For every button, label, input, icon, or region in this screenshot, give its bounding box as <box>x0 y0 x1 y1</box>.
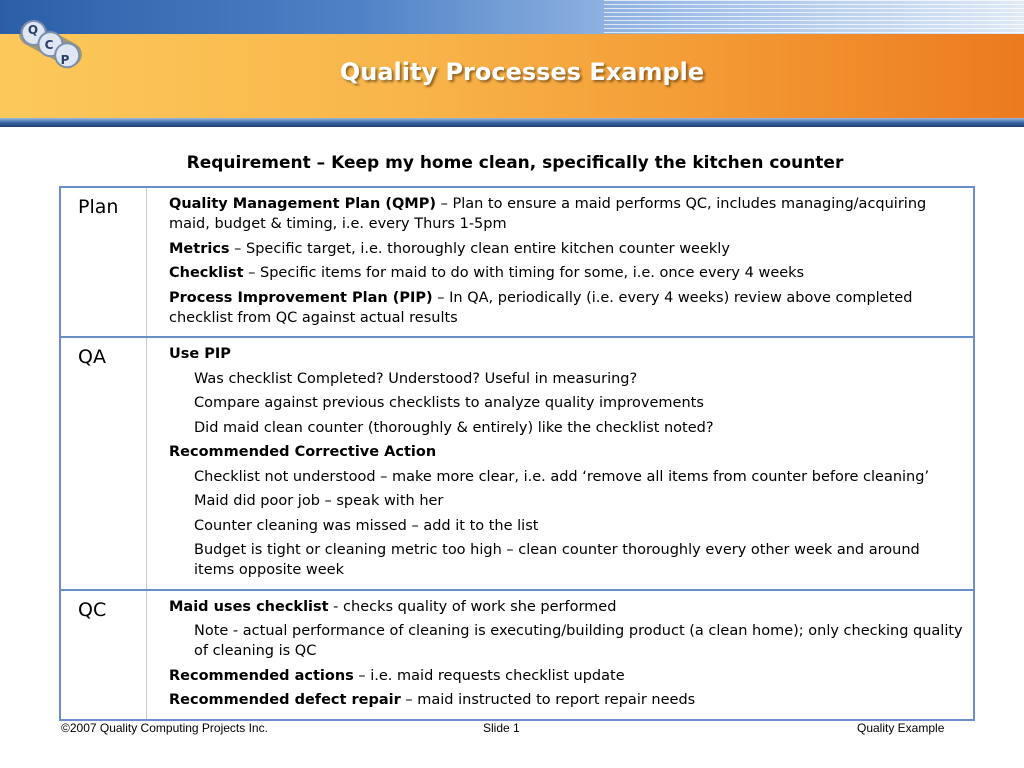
header-bottom-stripe <box>0 118 1024 127</box>
item-term: Recommended Corrective Action <box>169 444 437 460</box>
header-top-stripe <box>0 0 1024 34</box>
item-text: Compare against previous checklists to analyze quality improvements <box>194 395 704 411</box>
item-text: Did maid clean counter (thoroughly & entirely) like the checklist noted? <box>194 419 714 436</box>
sub-item <box>169 393 963 413</box>
item-text: Budget is tight or cleaning metric too high – clean counter thoroughly every other week and around items opposite week <box>194 542 920 578</box>
slide-title: Quality Processes Example <box>339 58 705 86</box>
item-term: Checklist <box>169 265 244 281</box>
logo-letter-c: C <box>44 38 54 52</box>
item-text: Counter cleaning was missed – add it to the list <box>194 517 539 534</box>
logo-letter-q: Q <box>27 23 39 37</box>
item-text: – maid instructed to report repair needs <box>400 692 696 708</box>
list-item <box>169 344 963 364</box>
item-term: Recommended defect repair <box>169 692 401 708</box>
row-label: Plan <box>61 188 147 336</box>
item-text: Maid did poor job – speak with her <box>194 493 444 509</box>
table-row-qa <box>61 336 973 589</box>
row-content <box>147 591 973 719</box>
sub-item <box>169 369 963 389</box>
list-item <box>169 263 963 283</box>
item-term: Use PIP <box>169 346 231 362</box>
row-label: QA <box>61 338 147 589</box>
logo-letter-p: P <box>60 53 70 67</box>
item-text: Was checklist Completed? Understood? Useful in measuring? <box>194 370 638 387</box>
row-content <box>147 188 973 336</box>
item-text: – In QA, periodically (i.e. every 4 weeks) review above completed checklist from QC against actual results <box>169 289 913 326</box>
sub-item <box>169 491 963 511</box>
item-term: Maid uses checklist <box>169 598 329 615</box>
item-term: Recommended actions <box>169 667 354 684</box>
table-row-qc <box>61 589 973 719</box>
item-term: Process Improvement Plan (PIP) <box>169 289 433 306</box>
footer-copyright: ©2007 Quality Computing Projects Inc. <box>61 721 268 735</box>
list-item <box>169 597 963 617</box>
item-text: - checks quality of work she performed <box>328 598 617 615</box>
list-item <box>169 442 963 462</box>
item-text: Checklist not understood – make more clear, i.e. add ‘remove all items from counter before cleaning’ <box>194 468 930 485</box>
footer-slide-number: Slide 1 <box>483 721 520 735</box>
row-label: QC <box>61 591 147 719</box>
sub-item <box>169 467 963 487</box>
sub-item <box>169 621 963 661</box>
list-item <box>169 666 963 686</box>
footer-slide-name: Quality Example <box>857 721 945 735</box>
item-text: – Plan to ensure a maid performs QC, includes managing/acquiring maid, budget & timing, i.e. every Thurs 1-5pm <box>169 196 927 232</box>
list-item <box>169 288 963 328</box>
list-item <box>169 239 963 259</box>
item-text: Note - actual performance of cleaning is executing/building product (a clean home); only checking quality of cleaning is QC <box>194 623 963 659</box>
row-content <box>147 338 973 589</box>
sub-item <box>169 418 963 438</box>
list-item <box>169 194 963 234</box>
item-text: – i.e. maid requests checklist update <box>353 667 625 684</box>
sub-item <box>169 540 963 580</box>
sub-item <box>169 516 963 536</box>
requirement-heading: Requirement – Keep my home clean, specifically the kitchen counter <box>186 153 844 173</box>
item-text: – Specific items for maid to do with timing for some, i.e. once every 4 weeks <box>243 265 805 281</box>
table-row-plan <box>61 188 973 336</box>
item-term: Metrics <box>169 240 230 257</box>
item-text: – Specific target, i.e. thoroughly clean entire kitchen counter weekly <box>229 240 730 257</box>
quality-process-table <box>59 186 975 721</box>
item-term: Quality Management Plan (QMP) <box>169 196 436 212</box>
list-item <box>169 690 963 710</box>
